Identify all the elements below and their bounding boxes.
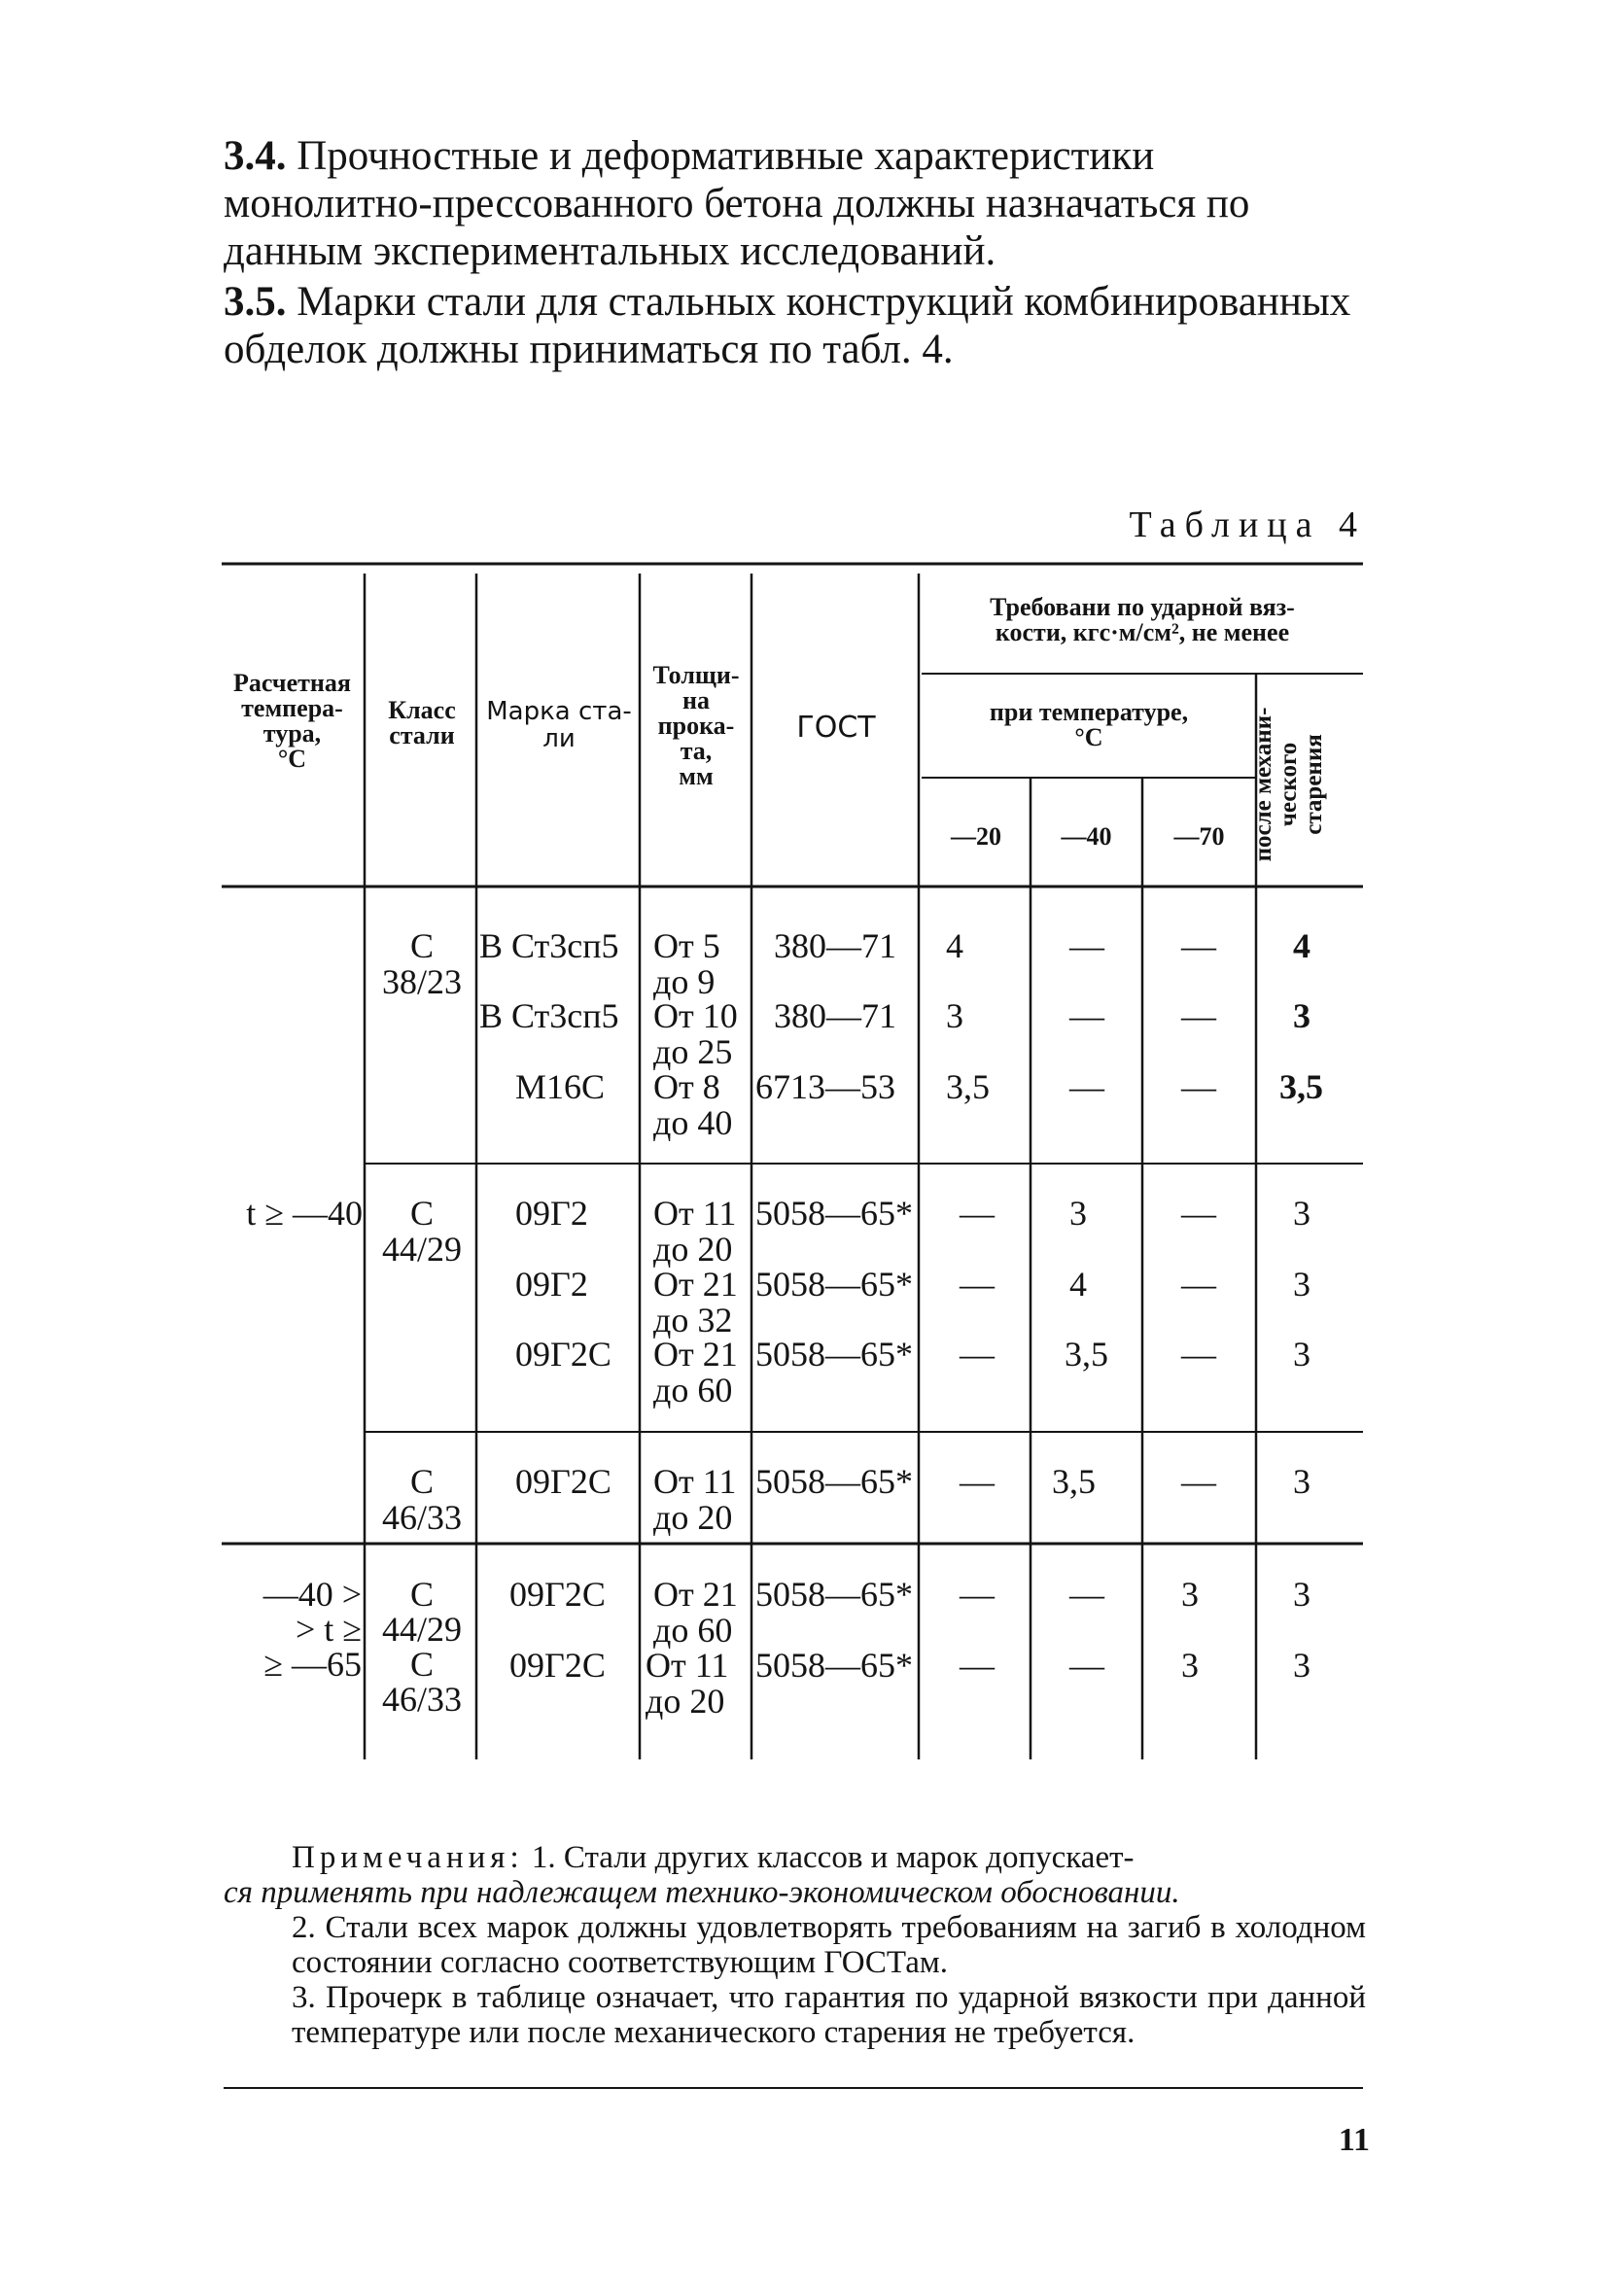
value-t20: 4 (946, 926, 963, 965)
header-line: Толщи- (652, 661, 740, 689)
header-temp-minus-20: —20 (951, 822, 1001, 851)
header-line: Класс (388, 696, 456, 724)
header-impact-toughness (922, 595, 1363, 645)
gost-cell: 5058—65* (755, 1646, 913, 1685)
thickness-line: От 11 (653, 1194, 737, 1233)
section-number: 3.5. (224, 279, 287, 325)
value-t40: 4 (1069, 1265, 1087, 1304)
thickness-line: до 20 (653, 1498, 733, 1537)
value-t40: 3,5 (1065, 1335, 1108, 1374)
value-t20: — (960, 1575, 995, 1614)
header-line: на (682, 686, 710, 714)
value-t70: 3 (1181, 1646, 1199, 1685)
value-aging: 3 (1293, 1194, 1310, 1233)
value-t40: — (1069, 1646, 1104, 1685)
value-t40: — (1069, 1067, 1104, 1106)
thickness-line: до 20 (646, 1682, 725, 1721)
thickness-line: От 21 (653, 1265, 738, 1304)
value-aging: 3 (1293, 1462, 1310, 1501)
value-t70: — (1181, 1335, 1216, 1374)
header-line: темпера- (241, 694, 343, 722)
class-cell (367, 928, 476, 1000)
value-t40: 3 (1069, 1194, 1087, 1233)
header-line: тура, (262, 719, 322, 748)
thickness-line: От 21 (653, 1575, 738, 1614)
class-line: 44/29 (381, 1610, 462, 1649)
thickness-line: От 5 (653, 926, 720, 965)
value-t40: 3,5 (1052, 1462, 1096, 1501)
header-temp-minus-40: —40 (1061, 822, 1112, 851)
class-line: С (409, 1645, 434, 1684)
thickness-cell (653, 1577, 738, 1649)
thickness-cell (653, 1196, 736, 1268)
notes-section (224, 1840, 1366, 2050)
header-line: стали (389, 721, 455, 749)
note-1-end: ся применять при надлежащем технико-экономическом обосновании. (224, 1875, 1180, 1910)
value-t70: — (1181, 1194, 1216, 1233)
grade-cell: 09Г2С (509, 1646, 606, 1685)
class-line: С (409, 926, 434, 965)
note-3: 3. Прочерк в таблице означает, что гарантия по ударной вязкости при данной температуре или после механического старения не требуется. (292, 1980, 1366, 2050)
page-number: 11 (1338, 2122, 1370, 2158)
thickness-line: до 9 (653, 962, 716, 1001)
class-line: 44/29 (381, 1230, 462, 1269)
header-line: старения (1301, 734, 1327, 835)
grade-cell: 09Г2 (515, 1194, 588, 1233)
thickness-line: до 32 (653, 1301, 733, 1339)
thickness-line: до 60 (653, 1611, 733, 1650)
class-line: С (409, 1462, 434, 1501)
value-t40: — (1069, 926, 1104, 965)
value-t70: 3 (1181, 1575, 1199, 1614)
header-line: прока- (657, 712, 735, 740)
class-cell (367, 1464, 476, 1536)
header-line: ли (542, 724, 576, 753)
header-line: Требовани по ударной вяз- (990, 593, 1295, 621)
table-caption: Таблица 4 (1129, 504, 1366, 545)
note-2: 2. Стали всех марок должны удовлетворять требованиям на загиб в холодном состоянии согласно соответствующим ГОСТам. (292, 1910, 1366, 1980)
header-temp-minus-70: —70 (1173, 822, 1225, 851)
header-line: после механи- (1250, 707, 1276, 862)
class-line: 38/23 (381, 962, 462, 1001)
value-t40: — (1069, 996, 1104, 1035)
class-line: С (409, 1575, 434, 1614)
grade-cell: В Ст3сп5 (479, 926, 619, 965)
temperature-line: —40 > (262, 1575, 362, 1614)
value-t70: — (1181, 926, 1216, 965)
header-thickness (642, 663, 751, 789)
header-design-temperature (222, 671, 363, 772)
gost-cell: 5058—65* (755, 1462, 913, 1501)
value-t70: — (1181, 1265, 1216, 1304)
paragraph-text: Марки стали для стальных конструкций комбинированных обделок должны приниматься по табл. 4. (224, 279, 1351, 372)
value-t20: — (960, 1646, 995, 1685)
gost-cell: 5058—65* (755, 1575, 913, 1614)
header-line: °С (1074, 723, 1103, 751)
temperature-cell (216, 1577, 362, 1682)
header-at-temperature (922, 700, 1256, 750)
header-line: та, (680, 737, 713, 765)
value-t20: — (960, 1462, 995, 1501)
header-line: при температуре, (989, 698, 1189, 726)
class-cell (367, 1196, 476, 1268)
header-gost: ГОСТ (796, 711, 876, 745)
temperature-line: ≥ —65 (263, 1645, 362, 1684)
header-line: ческого (1275, 742, 1302, 827)
thickness-line: до 40 (653, 1103, 733, 1142)
thickness-line: От 11 (646, 1646, 729, 1685)
header-line: °С (277, 745, 307, 773)
value-aging: 3 (1293, 996, 1310, 1035)
gost-cell: 380—71 (774, 926, 896, 965)
temperature-cell: t ≥ —40 (246, 1194, 363, 1233)
thickness-line: От 21 (653, 1335, 738, 1374)
gost-cell: 6713—53 (755, 1067, 895, 1106)
thickness-cell (653, 1464, 736, 1536)
class-cell (367, 1577, 476, 1717)
value-t20: — (960, 1335, 995, 1374)
grade-cell: 09Г2С (515, 1335, 611, 1374)
thickness-cell (653, 928, 720, 1000)
thickness-cell (653, 1337, 738, 1409)
thickness-line: От 11 (653, 1462, 737, 1501)
gost-cell: 5058—65* (755, 1265, 913, 1304)
grade-cell: М16С (515, 1067, 606, 1106)
value-aging: 4 (1293, 926, 1310, 965)
thickness-cell (653, 1069, 732, 1141)
note-1-start: 1. Стали других классов и марок допускает- (531, 1840, 1135, 1875)
gost-cell: 380—71 (774, 996, 896, 1035)
value-t20: — (960, 1265, 995, 1304)
class-line: 46/33 (381, 1498, 462, 1537)
header-steel-class (367, 698, 476, 748)
notes-label: Примечания: (292, 1840, 524, 1875)
value-aging: 3,5 (1279, 1067, 1323, 1106)
thickness-cell (646, 1648, 728, 1720)
value-t70: — (1181, 1067, 1216, 1106)
value-aging: 3 (1293, 1335, 1310, 1374)
thickness-line: От 10 (653, 996, 738, 1035)
value-t20: — (960, 1194, 995, 1233)
grade-cell: 09Г2С (515, 1462, 611, 1501)
section-number: 3.4. (224, 133, 287, 179)
header-line: Расчетная (233, 669, 351, 697)
gost-cell: 5058—65* (755, 1194, 913, 1233)
header-line: кости, кгс·м/см², не менее (995, 618, 1290, 646)
header-line: мм (679, 762, 714, 790)
grade-cell: В Ст3сп5 (479, 996, 619, 1035)
header-line: Марка ста- (486, 697, 632, 726)
header-steel-grade (478, 698, 640, 752)
grade-cell: 09Г2С (509, 1575, 606, 1614)
class-line: С (409, 1194, 434, 1233)
thickness-line: до 25 (653, 1032, 733, 1071)
value-t20: 3,5 (946, 1067, 990, 1106)
thickness-cell (653, 998, 738, 1070)
thickness-line: От 8 (653, 1067, 720, 1106)
thickness-line: до 20 (653, 1230, 733, 1269)
value-aging: 3 (1293, 1575, 1310, 1614)
value-t70: — (1181, 1462, 1216, 1501)
value-t70: — (1181, 996, 1216, 1035)
temperature-line: > t ≥ (295, 1610, 362, 1649)
grade-cell: 09Г2 (515, 1265, 588, 1304)
paragraph-text: Прочностные и деформативные характеристики монолитно-прессованного бетона должны назначаться по данным экспериментальных исследований. (224, 133, 1250, 274)
thickness-cell (653, 1267, 738, 1339)
value-t20: 3 (946, 996, 963, 1035)
value-aging: 3 (1293, 1646, 1310, 1685)
value-aging: 3 (1293, 1265, 1310, 1304)
thickness-line: до 60 (653, 1371, 733, 1409)
gost-cell: 5058—65* (755, 1335, 913, 1374)
value-t40: — (1069, 1575, 1104, 1614)
header-after-aging (1250, 692, 1327, 877)
class-line: 46/33 (381, 1680, 462, 1719)
